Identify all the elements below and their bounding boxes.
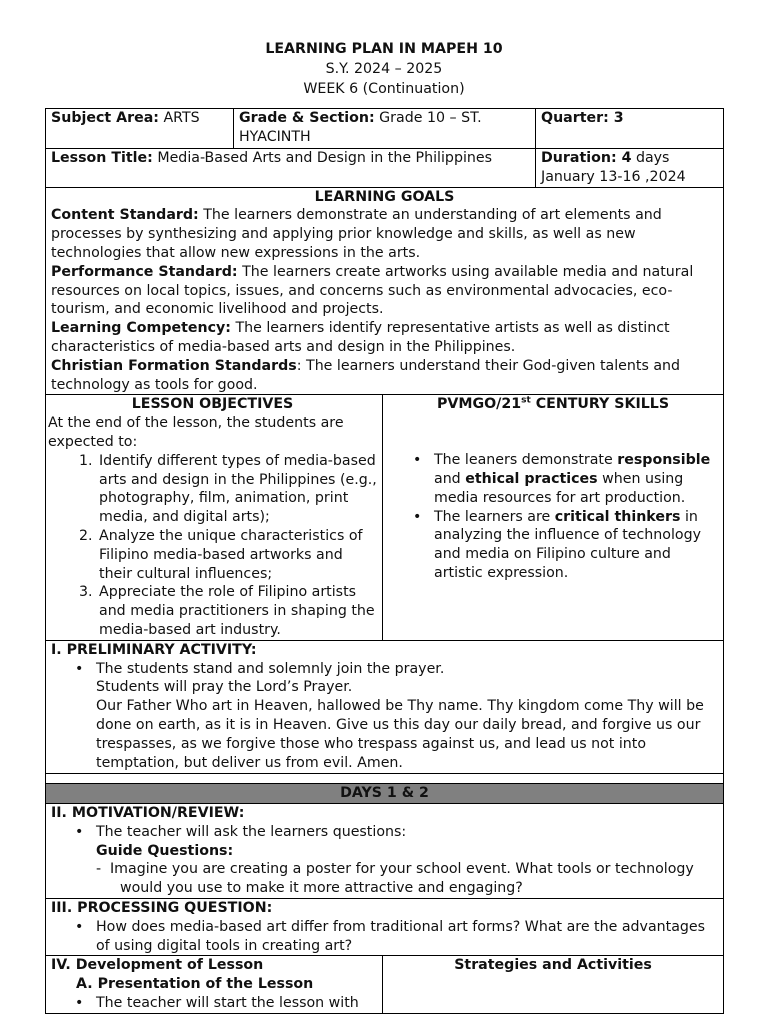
learning-competency-label: Learning Competency: [51, 320, 231, 337]
list-item [434, 508, 718, 583]
christian-formation-text: : The learners understand their God-given talents and technology as tools for good. [51, 357, 681, 393]
content-standard-label: Content Standard: [51, 207, 199, 224]
development-cell [46, 956, 383, 1013]
spacer-row [46, 774, 724, 784]
subject-label: Subject Area: [51, 110, 159, 126]
days-banner: DAYS 1 & 2 [46, 784, 724, 804]
guide-question-line1: Imagine you are creating a poster for your school event. What tools or technology [110, 861, 694, 878]
development-list [51, 994, 377, 1013]
guide-question [51, 860, 718, 898]
learning-competency [51, 319, 718, 357]
objectives-heading: LESSON OBJECTIVES [131, 396, 294, 413]
subject-cell [46, 109, 234, 149]
development-row [46, 956, 724, 1013]
performance-standard-label: Performance Standard: [51, 263, 238, 280]
skills-item1-bold1: responsible [617, 452, 711, 469]
preliminary-row [46, 640, 724, 774]
content-standard [51, 206, 718, 262]
objectives-intro: At the end of the lesson, the students are expected to: [48, 415, 344, 450]
days-banner-row [46, 784, 724, 804]
lesson-row [46, 149, 724, 188]
motivation-list [51, 823, 718, 842]
skills-item2-post: in analyzing the influence of technology and media on Filipino culture and artistic expression. [434, 508, 701, 581]
skills-item2-bold: critical thinkers [554, 508, 681, 525]
content-standard-text: The learners demonstrate an understanding of art elements and processes by synthesizing and applying prior knowledge and skills, as well as new technologies that allow new expressions in the arts. [51, 207, 662, 261]
duration-value: days [631, 150, 670, 166]
document-header [0, 39, 768, 99]
week-label: WEEK 6 (Continuation) [303, 81, 465, 97]
grade-value: Grade 10 – ST. HYACINTH [239, 110, 482, 145]
skills-heading-pre: PVMGO/21 [436, 396, 522, 413]
lesson-label: Lesson Title: [51, 150, 153, 166]
processing-row [46, 899, 724, 956]
skills-heading-post: CENTURY SKILLS [530, 396, 670, 413]
goals-cell [46, 187, 724, 395]
grade-cell [234, 109, 536, 149]
presentation-heading: A. Presentation of the Lesson [76, 976, 314, 993]
motivation-row [46, 804, 724, 899]
objectives-list [48, 452, 377, 640]
info-row [46, 109, 724, 149]
duration-dates: January 13-16 ,2024 [541, 168, 686, 185]
skills-item1-post: when using media resources for art production. [434, 470, 686, 506]
preliminary-heading: I. PRELIMINARY ACTIVITY: [51, 641, 257, 658]
skills-cell [383, 395, 724, 640]
skills-item1-pre: The leaners demonstrate [434, 452, 618, 469]
guide-questions-label: Guide Questions: [96, 842, 234, 859]
lesson-title-cell [46, 149, 536, 188]
learning-competency-text: The learners identify representative artists as well as distinct characteristics of media-based arts and design in the Philippines. [51, 320, 670, 355]
list-item: 2. Analyze the unique characteristics of Filipino media-based artworks and their cultural influences; [97, 527, 377, 583]
goals-row [46, 187, 724, 395]
list-item: • The students stand and solemnly join the prayer. [96, 660, 718, 679]
quarter-label: Quarter: 3 [541, 110, 624, 126]
plan-title: LEARNING PLAN IN MAPEH 10 [265, 41, 503, 57]
grade-label: Grade & Section: [239, 110, 375, 126]
lesson-value: Media-Based Arts and Design in the Philippines [152, 150, 492, 166]
preliminary-list [51, 660, 718, 679]
christian-formation [51, 357, 718, 395]
quarter-cell [536, 109, 724, 149]
motivation-cell [46, 804, 724, 899]
motivation-heading: II. MOTIVATION/REVIEW: [51, 805, 245, 822]
development-heading: IV. Development of Lesson [51, 957, 264, 974]
skills-heading-sup: st [521, 395, 531, 406]
processing-heading: III. PROCESSING QUESTION: [51, 900, 273, 917]
duration-cell [536, 149, 724, 188]
learning-plan-table [45, 108, 724, 1014]
list-item: • How does media-based art differ from traditional art forms? What are the advantages of using digital tools in creating art? [96, 918, 718, 956]
list-item: 1. Identify different types of media-based arts and design in the Philippines (e.g., photography, film, animation, print media, and digital arts); [97, 452, 377, 527]
dash-marker: - [96, 861, 102, 878]
performance-standard-text: The learners create artworks using available media and natural resources on local topics, issues, and concerns such as environmental advocacies, eco-tourism, and economic livelihood and projects. [51, 263, 694, 318]
performance-standard [51, 263, 718, 319]
skills-list [388, 451, 718, 583]
objectives-row [46, 395, 724, 640]
guide-question-line2: would you use to make it more attractive and engaging? [120, 880, 523, 897]
duration-label: Duration: 4 [541, 150, 632, 166]
objectives-cell [46, 395, 383, 640]
skills-item2-pre: The learners are [434, 508, 555, 525]
prayer-intro: Students will pray the Lord’s Prayer. [96, 679, 353, 696]
skills-heading [388, 395, 718, 414]
skills-item1-mid: and [434, 470, 466, 487]
processing-list [51, 918, 718, 956]
list-item: 3. Appreciate the role of Filipino artists and media practitioners in shaping the media-based art industry. [97, 583, 377, 639]
processing-cell [46, 899, 724, 956]
christian-formation-label: Christian Formation Standards [51, 357, 297, 374]
goals-heading: LEARNING GOALS [314, 188, 455, 205]
prayer-text: Our Father Who art in Heaven, hallowed be Thy name. Thy kingdom come Thy will be done on earth, as it is in Heaven. Give us this day our daily bread, and forgive us our trespasses, as we forgive those who trespass against us, and lead us not into temptation, but deliver us from evil. Amen. [96, 698, 704, 771]
school-year: S.Y. 2024 – 2025 [325, 61, 443, 77]
list-item: • The teacher will ask the learners questions: [96, 823, 718, 842]
skills-item1-bold2: ethical practices [465, 470, 598, 487]
subject-value: ARTS [158, 110, 200, 126]
strategies-heading: Strategies and Activities [454, 957, 652, 974]
strategies-cell [383, 956, 724, 1013]
list-item: • The teacher will start the lesson with [96, 994, 377, 1013]
preliminary-cell [46, 640, 724, 774]
list-item [434, 451, 718, 507]
